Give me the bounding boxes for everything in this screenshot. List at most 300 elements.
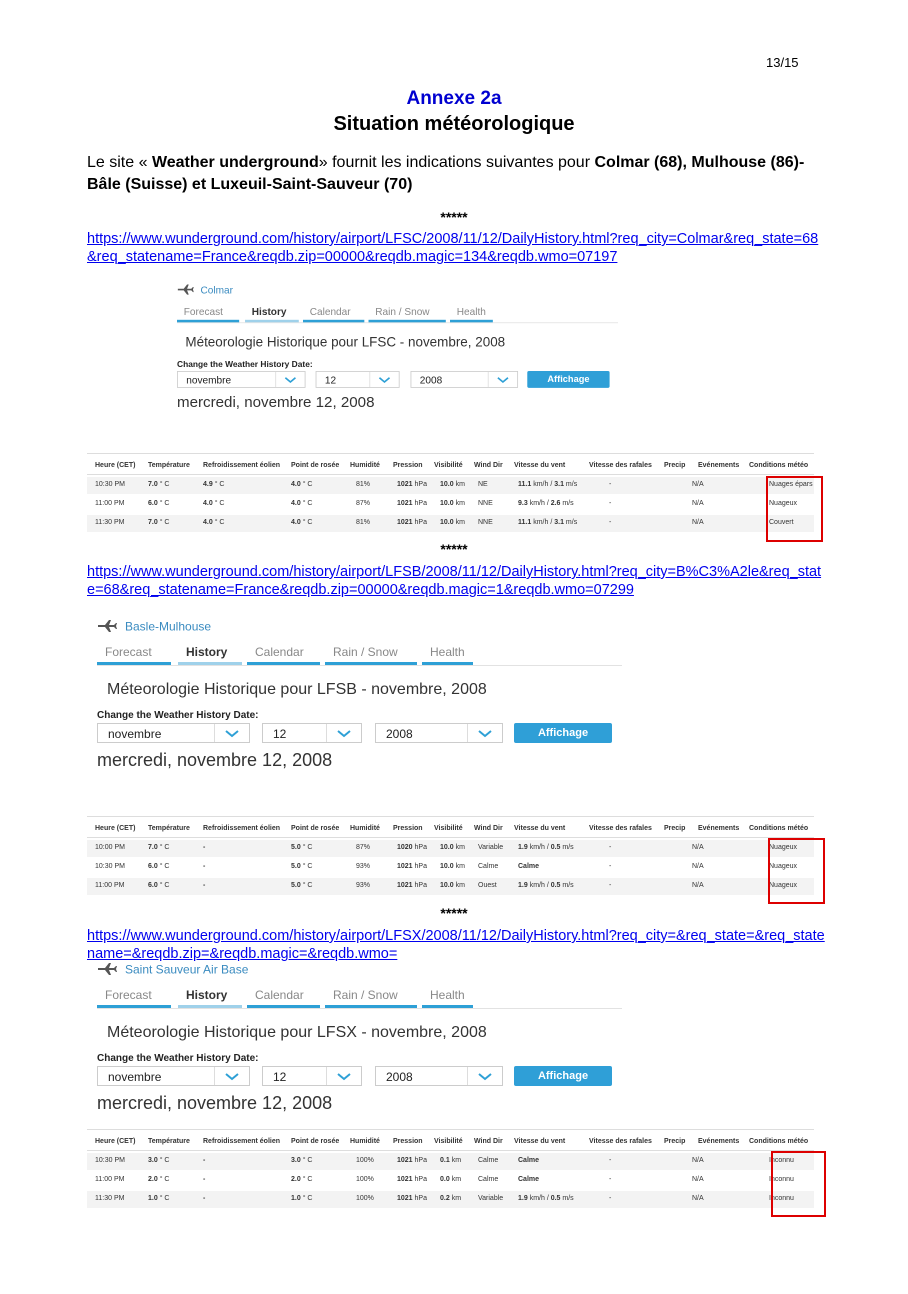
- table-cell: [95, 481, 125, 488]
- cell-part: N/A: [692, 844, 704, 851]
- column-header: Pression: [393, 462, 423, 469]
- column-header: Refroidissement éolien: [203, 825, 281, 832]
- cell-part: -: [203, 1176, 206, 1183]
- table-cell: [148, 882, 170, 889]
- column-header: Refroidissement éolien: [203, 1138, 281, 1145]
- cell-part: 10.0: [440, 500, 454, 507]
- table-cell: [518, 844, 574, 851]
- tab-rain-snow[interactable]: Rain / Snow: [333, 645, 398, 659]
- table-cell: [478, 844, 503, 851]
- cell-part: ° C: [302, 481, 313, 488]
- table-cell: [203, 500, 225, 507]
- column-header: Visibilité: [434, 462, 463, 469]
- tab-health[interactable]: Health: [430, 645, 465, 659]
- table-cell: [692, 844, 704, 851]
- table-cell: [291, 519, 313, 526]
- cell-part: N/A: [692, 481, 704, 488]
- cell-part: 0.5: [550, 882, 561, 889]
- column-header: Humidité: [350, 1138, 380, 1145]
- cell-part: 9.3: [518, 500, 528, 507]
- cell-part: Nuageux: [769, 882, 798, 889]
- table-cell: [397, 1176, 427, 1183]
- cell-part: -: [609, 500, 612, 507]
- cell-part: -: [609, 863, 612, 870]
- cell-part: Calme: [478, 1157, 499, 1164]
- table-header-line: [87, 816, 814, 817]
- highlight-conditions-box: [771, 1151, 826, 1217]
- table-cell: [95, 844, 125, 851]
- column-header: Vitesse du vent: [514, 462, 566, 469]
- cell-part: NNE: [478, 500, 493, 507]
- cell-part: N/A: [692, 1195, 704, 1202]
- table-cell: [291, 844, 313, 851]
- cell-part: 11:00 PM: [95, 882, 125, 889]
- chevron-down-icon: [467, 724, 502, 742]
- column-header: Température: [148, 1138, 190, 1145]
- table-cell: [609, 1195, 611, 1202]
- column-header: Pression: [393, 825, 423, 832]
- table-header-line: [87, 453, 814, 454]
- cell-part: ° C: [302, 863, 313, 870]
- table-cell: [203, 863, 205, 870]
- table-cell: [356, 863, 370, 870]
- cell-part: m/s: [562, 844, 574, 851]
- table-header-line: [87, 1150, 814, 1151]
- cell-part: km: [455, 519, 465, 526]
- tab-forecast[interactable]: Forecast: [183, 305, 223, 318]
- cell-part: 2.6: [550, 500, 561, 507]
- cell-part: 1021: [397, 481, 413, 488]
- cell-part: 1.0: [291, 1195, 301, 1202]
- table-cell: [397, 519, 427, 526]
- cell-part: 1020: [397, 844, 413, 851]
- day-select[interactable]: [262, 1066, 362, 1086]
- cell-part: 10.0: [440, 844, 454, 851]
- show-button[interactable]: Affichage: [514, 1066, 612, 1086]
- tab-underline: [325, 662, 417, 665]
- cell-part: Nuageux: [769, 844, 798, 851]
- table-cell: [478, 1176, 498, 1183]
- cell-part: ° C: [214, 481, 225, 488]
- column-header: Température: [148, 462, 190, 469]
- table-cell: [478, 1157, 498, 1164]
- column-header: Vitesse des rafales: [589, 462, 652, 469]
- cell-part: 1.9: [518, 882, 528, 889]
- cell-part: N/A: [692, 1176, 704, 1183]
- cell-part: ° C: [302, 1195, 313, 1202]
- cell-part: 2.0: [291, 1176, 301, 1183]
- intro-bold-1: Weather underground: [151, 154, 319, 171]
- cell-part: -: [203, 1157, 206, 1164]
- cell-part: m/s: [565, 481, 578, 488]
- tab-calendar[interactable]: Calendar: [255, 988, 304, 1002]
- column-header: Evénements: [698, 1138, 740, 1145]
- table-cell: [518, 500, 574, 507]
- cell-part: 100%: [356, 1176, 374, 1183]
- cell-part: -: [609, 1157, 612, 1164]
- separator-2: *****: [440, 541, 468, 557]
- cell-part: 0.2: [440, 1195, 450, 1202]
- table-cell: [478, 519, 493, 526]
- table-cell: [692, 500, 704, 507]
- table-cell: [356, 519, 370, 526]
- table-cell: [440, 863, 465, 870]
- column-header: Point de rosée: [291, 825, 340, 832]
- table-cell: [356, 844, 370, 851]
- tab-underline: [325, 1005, 417, 1008]
- intro-bold-2: Colmar (68), Mulhouse (86)-Bâle (Suisse) et Luxeuil-Saint-Sauveur (70): [87, 154, 805, 193]
- day-select[interactable]: [262, 723, 362, 743]
- change-date-label: Change the Weather History Date:: [97, 1053, 259, 1064]
- table-cell: [356, 1157, 374, 1164]
- cell-part: 11.1: [518, 481, 532, 488]
- cell-part: Ouest: [478, 882, 497, 889]
- history-heading: Méteorologie Historique pour LFSB - novembre, 2008: [107, 681, 487, 698]
- cell-part: ° C: [302, 1157, 313, 1164]
- cell-part: km/h: [533, 481, 549, 488]
- cell-part: NNE: [478, 519, 493, 526]
- link-colmar[interactable]: https://www.wunderground.com/history/airport/LFSC/2008/11/12/DailyHistory.html?req_city=Colmar&req_state=68&req_statename=France&reqdb.zip=00000&reqdb.magic=134&reqdb.wmo=07197: [87, 231, 819, 265]
- cell-part: /: [546, 882, 549, 889]
- table-cell: [518, 1176, 539, 1183]
- cell-part: hPa: [414, 481, 427, 488]
- cell-part: 1021: [397, 519, 413, 526]
- cell-part: ° C: [302, 1176, 313, 1183]
- cell-part: -: [609, 481, 612, 488]
- cell-part: Variable: [478, 844, 504, 851]
- column-header: Wind Dir: [474, 1138, 503, 1145]
- cell-part: /: [546, 1195, 549, 1202]
- cell-part: ° C: [302, 519, 313, 526]
- cell-part: km: [451, 1195, 462, 1202]
- cell-part: /: [550, 519, 553, 526]
- table-cell: [291, 1195, 313, 1202]
- cell-part: -: [609, 519, 612, 526]
- change-date-label: Change the Weather History Date:: [97, 710, 259, 721]
- cell-part: 1.9: [518, 844, 528, 851]
- page-number: 13/15: [766, 55, 799, 70]
- table-cell: [692, 882, 704, 889]
- day-select-value: 12: [324, 374, 337, 387]
- table-cell: [203, 882, 205, 889]
- column-header: Humidité: [350, 825, 380, 832]
- tab-underline: [422, 662, 473, 665]
- link-basle[interactable]: https://www.wunderground.com/history/airport/LFSB/2008/11/12/DailyHistory.html?req_city=B%C3%A2le&req_state=68&req_statename=France&reqdb.zip=00000&reqdb.magic=1&reqdb.wmo=07299: [87, 564, 822, 598]
- table-cell: [397, 1157, 427, 1164]
- year-select[interactable]: [411, 371, 519, 388]
- year-select[interactable]: [375, 1066, 503, 1086]
- table-cell: [148, 863, 170, 870]
- month-select-value: novembre: [108, 1070, 162, 1084]
- cell-part: Inconnu: [769, 1176, 794, 1183]
- cell-part: 4.9: [203, 481, 213, 488]
- highlight-conditions-box: [768, 838, 825, 904]
- table-cell: [692, 519, 704, 526]
- cell-part: ° C: [159, 519, 170, 526]
- chevron-down-icon: [214, 724, 249, 742]
- tab-forecast[interactable]: Forecast: [105, 988, 152, 1002]
- cell-part: ° C: [159, 500, 170, 507]
- cell-part: 3.1: [554, 519, 564, 526]
- cell-part: km: [451, 1157, 462, 1164]
- column-header: Point de rosée: [291, 462, 340, 469]
- cell-part: 11:00 PM: [95, 500, 125, 507]
- cell-part: 3.0: [291, 1157, 301, 1164]
- show-button[interactable]: Affichage: [514, 723, 612, 743]
- plane-icon: [97, 619, 117, 636]
- cell-part: km/h: [529, 844, 545, 851]
- cell-part: 1021: [397, 863, 413, 870]
- cell-part: Calme: [478, 1176, 499, 1183]
- date-title: mercredi, novembre 12, 2008: [177, 393, 375, 411]
- month-select[interactable]: [177, 371, 306, 388]
- cell-part: -: [609, 1176, 612, 1183]
- cell-part: /: [546, 844, 549, 851]
- table-cell: [478, 1195, 503, 1202]
- cell-part: hPa: [414, 844, 427, 851]
- cell-part: Inconnu: [769, 1157, 794, 1164]
- month-select[interactable]: [97, 723, 250, 743]
- table-cell: [609, 1157, 611, 1164]
- table-header-line: [87, 1129, 814, 1130]
- cell-part: 11.1: [518, 519, 532, 526]
- table-cell: [356, 500, 370, 507]
- cell-part: Calme: [478, 863, 499, 870]
- table-cell: [148, 844, 170, 851]
- column-header: Visibilité: [434, 825, 463, 832]
- column-header: Température: [148, 825, 190, 832]
- column-header: Precip: [664, 825, 686, 832]
- table-cell: [518, 481, 577, 488]
- table-cell: [440, 882, 465, 889]
- cell-part: 6.0: [148, 500, 158, 507]
- cell-part: 4.0: [291, 519, 301, 526]
- column-header: Precip: [664, 462, 686, 469]
- cell-part: 4.0: [291, 481, 301, 488]
- cell-part: km: [455, 863, 465, 870]
- cell-part: 81%: [356, 481, 371, 488]
- cell-part: 10.0: [440, 882, 454, 889]
- cell-part: ° C: [159, 1176, 170, 1183]
- table-cell: [440, 844, 465, 851]
- cell-part: km/h: [529, 1195, 545, 1202]
- cell-part: 11:30 PM: [95, 1195, 125, 1202]
- tab-history[interactable]: History: [186, 645, 228, 659]
- tab-calendar[interactable]: Calendar: [255, 645, 304, 659]
- table-cell: [95, 1195, 124, 1202]
- cell-part: -: [203, 863, 206, 870]
- table-cell: [203, 1176, 205, 1183]
- table-cell: [609, 481, 611, 488]
- column-header: Conditions météo: [749, 825, 809, 832]
- tab-underline: [177, 320, 239, 323]
- table-cell: [478, 863, 498, 870]
- cell-part: 1021: [397, 1157, 413, 1164]
- station-name-label: Colmar: [200, 284, 234, 297]
- intro-paragraph: [87, 152, 827, 196]
- table-cell: [95, 882, 124, 889]
- cell-part: 10:30 PM: [95, 481, 125, 488]
- table-cell: [148, 500, 170, 507]
- column-header: Point de rosée: [291, 1138, 340, 1145]
- cell-part: 3.1: [554, 481, 564, 488]
- cell-part: -: [203, 1195, 206, 1202]
- table-header-line: [87, 474, 814, 475]
- station-name[interactable]: [97, 619, 211, 636]
- table-cell: [518, 882, 574, 889]
- cell-part: ° C: [159, 1195, 170, 1202]
- date-title: mercredi, novembre 12, 2008: [97, 750, 333, 770]
- table-cell: [356, 481, 370, 488]
- year-select[interactable]: [375, 723, 503, 743]
- weather-widget: [97, 617, 627, 777]
- table-cell: [397, 844, 427, 851]
- cell-part: hPa: [414, 863, 427, 870]
- column-header: Vitesse du vent: [514, 825, 566, 832]
- cell-part: m/s: [562, 500, 574, 507]
- table-cell: [291, 1176, 313, 1183]
- table-cell: [95, 500, 124, 507]
- tab-rain-snow[interactable]: Rain / Snow: [375, 305, 430, 318]
- table-cell: [95, 1176, 124, 1183]
- table-cell: [609, 882, 611, 889]
- cell-part: ° C: [159, 844, 170, 851]
- cell-part: hPa: [414, 1157, 427, 1164]
- tab-underline: [450, 320, 493, 323]
- tab-underline: [247, 1005, 320, 1008]
- column-header: Heure (CET): [95, 1138, 136, 1145]
- column-header: Vitesse des rafales: [589, 825, 652, 832]
- cell-part: 7.0: [148, 519, 158, 526]
- cell-part: hPa: [414, 519, 427, 526]
- table-cell: [148, 1195, 170, 1202]
- cell-part: -: [609, 844, 612, 851]
- table-cell: [397, 863, 427, 870]
- column-header: Evénements: [698, 825, 740, 832]
- tab-calendar[interactable]: Calendar: [309, 305, 351, 318]
- table-cell: [291, 863, 313, 870]
- tab-health[interactable]: Health: [456, 305, 486, 318]
- table-cell: [397, 481, 427, 488]
- cell-part: ° C: [214, 519, 225, 526]
- cell-part: ° C: [159, 481, 170, 488]
- table-cell: [440, 500, 465, 507]
- cell-part: km: [455, 844, 465, 851]
- table-header-line: [87, 837, 814, 838]
- show-button[interactable]: Affichage: [527, 371, 609, 388]
- cell-part: 1.0: [148, 1195, 158, 1202]
- station-name-label: Basle-Mulhouse: [125, 619, 212, 634]
- column-header: Visibilité: [434, 1138, 463, 1145]
- table-cell: [518, 1195, 574, 1202]
- table-cell: [609, 519, 611, 526]
- table-cell: [291, 882, 313, 889]
- month-select[interactable]: [97, 1066, 250, 1086]
- tab-history[interactable]: History: [186, 988, 228, 1002]
- cell-part: 3.0: [148, 1157, 158, 1164]
- cell-part: Calme: [518, 863, 540, 870]
- cell-part: 10.0: [440, 519, 454, 526]
- tab-underline: [422, 1005, 473, 1008]
- cell-part: 5.0: [291, 863, 301, 870]
- table-cell: [609, 1176, 611, 1183]
- table-cell: [95, 1157, 125, 1164]
- tab-history[interactable]: History: [251, 305, 287, 318]
- cell-part: m/s: [565, 519, 578, 526]
- table-cell: [203, 844, 205, 851]
- cell-part: 11:00 PM: [95, 1176, 125, 1183]
- cell-part: 93%: [356, 882, 371, 889]
- station-name[interactable]: [177, 284, 233, 298]
- cell-part: 87%: [356, 844, 371, 851]
- table-cell: [356, 882, 370, 889]
- table-cell: [440, 1176, 461, 1183]
- table-cell: [440, 519, 465, 526]
- table-cell: [397, 500, 427, 507]
- column-header: Wind Dir: [474, 462, 503, 469]
- day-select-value: 12: [273, 727, 287, 741]
- cell-part: m/s: [562, 882, 574, 889]
- link-luxeuil[interactable]: https://www.wunderground.com/history/airport/LFSX/2008/11/12/DailyHistory.html?req_city=&req_state=&req_statename=&reqdb.zip=&reqdb.magic=&reqdb.wmo=: [87, 928, 825, 962]
- cell-part: 7.0: [148, 481, 158, 488]
- table-cell: [692, 1157, 704, 1164]
- plane-icon: [177, 284, 194, 298]
- cell-part: 4.0: [291, 500, 301, 507]
- station-name[interactable]: [97, 962, 248, 979]
- table-cell: [440, 1157, 461, 1164]
- cell-part: 87%: [356, 500, 371, 507]
- table-cell: [518, 519, 577, 526]
- tab-underline: [247, 662, 320, 665]
- chevron-down-icon: [326, 1067, 361, 1085]
- cell-part: km: [455, 882, 465, 889]
- cell-part: 100%: [356, 1195, 374, 1202]
- chevron-down-icon: [326, 724, 361, 742]
- intro-text-2: » fournit les indications suivantes pour: [318, 154, 595, 171]
- tab-health[interactable]: Health: [430, 988, 465, 1002]
- cell-part: hPa: [414, 1176, 427, 1183]
- cell-part: 10.0: [440, 481, 454, 488]
- tab-rain-snow[interactable]: Rain / Snow: [333, 988, 398, 1002]
- annex-subtitle: Situation météorologique: [333, 113, 575, 135]
- table-cell: [203, 481, 225, 488]
- cell-part: 0.5: [550, 844, 561, 851]
- cell-part: 1.9: [518, 1195, 528, 1202]
- cell-part: N/A: [692, 863, 704, 870]
- cell-part: -: [203, 844, 206, 851]
- tab-underline: [245, 320, 299, 323]
- cell-part: ° C: [159, 882, 170, 889]
- table-cell: [609, 500, 611, 507]
- tab-forecast[interactable]: Forecast: [105, 645, 152, 659]
- cell-part: 10:30 PM: [95, 863, 125, 870]
- table-cell: [609, 863, 611, 870]
- cell-part: Variable: [478, 1195, 504, 1202]
- separator-3: *****: [440, 905, 468, 921]
- column-header: Pression: [393, 1138, 423, 1145]
- cell-part: 11:30 PM: [95, 519, 125, 526]
- tab-underline: [97, 662, 171, 665]
- table-cell: [692, 863, 704, 870]
- day-select[interactable]: [316, 371, 400, 388]
- cell-part: NE: [478, 481, 488, 488]
- table-cell: [478, 882, 497, 889]
- cell-part: 1021: [397, 500, 413, 507]
- table-cell: [203, 1157, 205, 1164]
- cell-part: ° C: [214, 500, 225, 507]
- cell-part: 1021: [397, 1176, 413, 1183]
- column-header: Evénements: [698, 462, 740, 469]
